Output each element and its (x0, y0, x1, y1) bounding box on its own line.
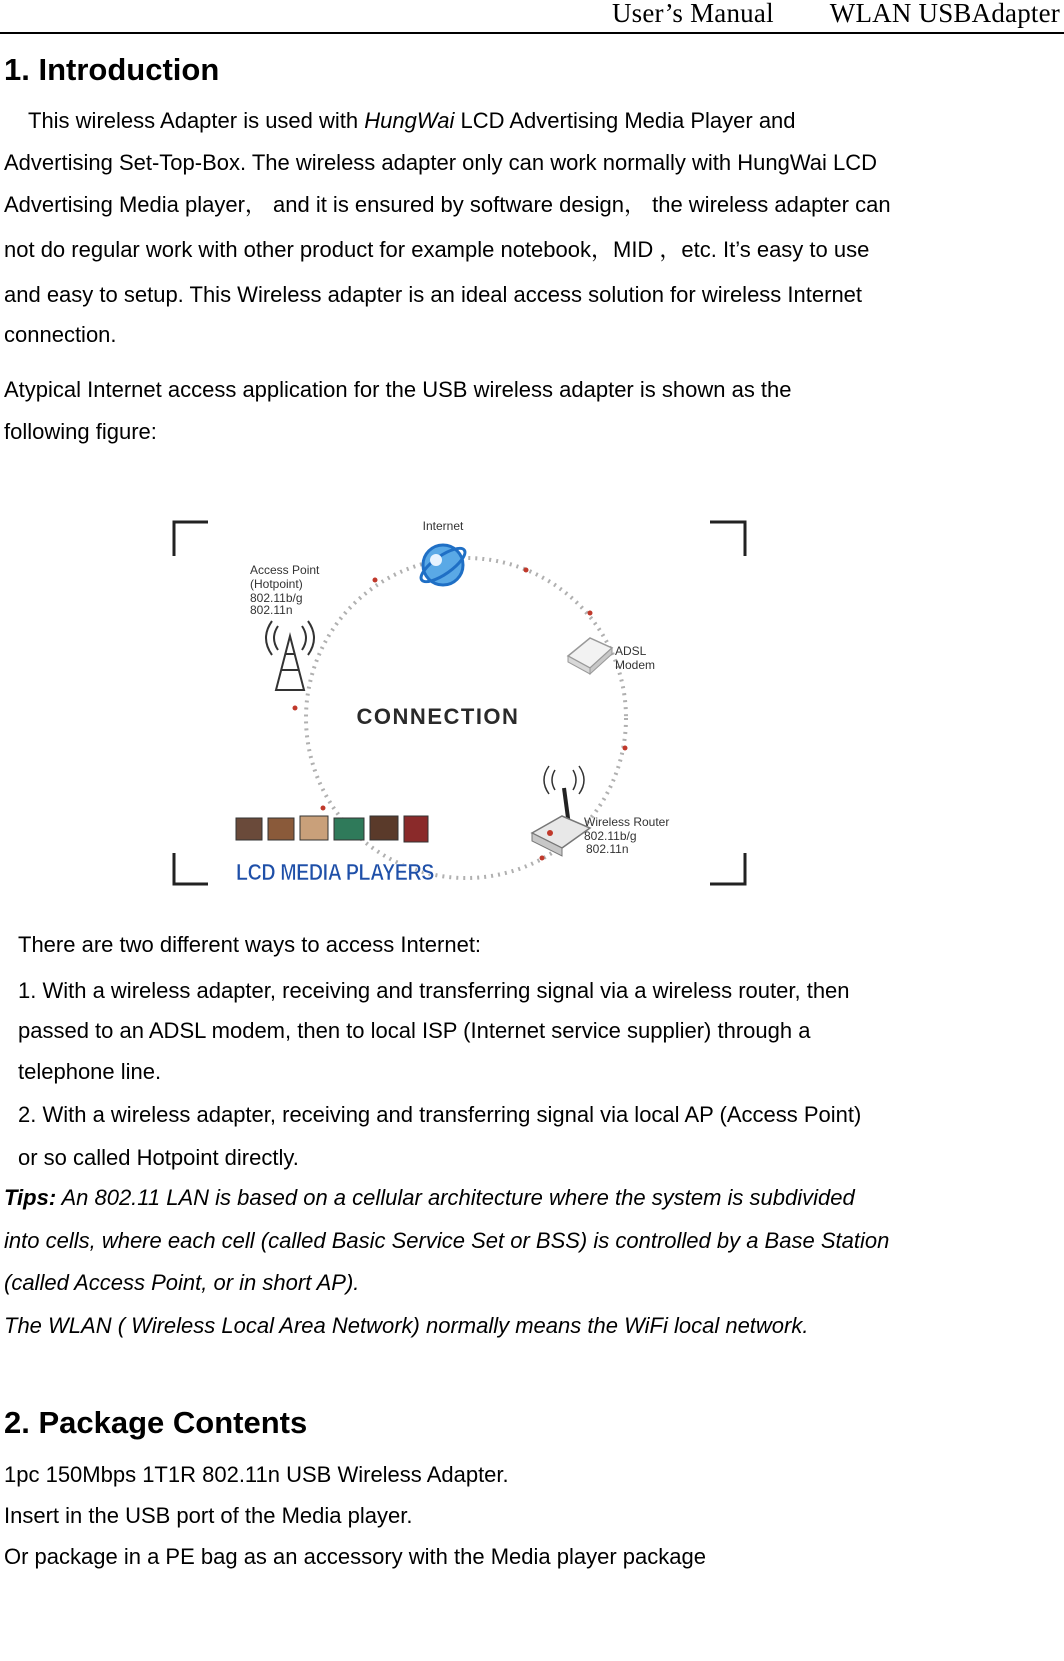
tips-line: (called Access Point, or in short AP). (4, 1270, 360, 1295)
corner-bracket-top-right (710, 522, 745, 556)
ring-arrow-dot (623, 746, 628, 751)
player-thumbnail (334, 818, 364, 840)
header-manual: User’s Manual (611, 0, 774, 28)
player-thumbnail (236, 818, 262, 840)
corner-bracket-bottom-left (174, 853, 208, 884)
section-title-introduction: 1. Introduction (4, 52, 220, 87)
diagram-label-ap-2: (Hotpoint) (250, 577, 303, 591)
ways-intro: There are two different ways to access Internet: (18, 932, 482, 957)
package-line: Insert in the USB port of the Media player. (4, 1503, 413, 1528)
ways-item-1-line: 1. With a wireless adapter, receiving and transferring signal via a wireless router, then (18, 978, 850, 1003)
diagram-label-adsl-1: ADSL (615, 644, 647, 658)
diagram-label-lcd-players: LCD MEDIA PLAYERS (236, 859, 435, 885)
internet-globe-icon (417, 543, 470, 588)
diagram-center-label: CONNECTION (356, 704, 520, 729)
diagram-label-ap-4: 802.11n (250, 603, 293, 617)
ways-item-2-line: 2. With a wireless adapter, receiving and transferring signal via local AP (Access Point) (18, 1102, 862, 1127)
ring-arrow-dot (524, 568, 529, 573)
player-thumbnail (268, 818, 294, 840)
intro-paragraph-line (28, 108, 796, 134)
ring-arrow-dot (321, 806, 326, 811)
figure-intro-line: Atypical Internet access application for the USB wireless adapter is shown as the (4, 377, 792, 402)
tips-text: An 802.11 LAN is based on a cellular architecture where the system is subdivided (56, 1185, 855, 1210)
wireless-router-icon (532, 766, 590, 856)
ring-arrow-dot (540, 856, 545, 861)
diagram-label-router-2: 802.11b/g (584, 829, 637, 843)
ways-item-2-line: or so called Hotpoint directly. (18, 1145, 299, 1170)
corner-bracket-top-left (174, 522, 208, 556)
intro-text: This wireless Adapter is used with (28, 108, 365, 133)
diagram-label-ap-1: Access Point (250, 563, 320, 577)
diagram-label-ap-3: 802.11b/g (250, 591, 303, 605)
ring-arrow-dot (588, 611, 593, 616)
player-thumbnail (404, 816, 428, 842)
radio-tower-icon (266, 621, 314, 690)
brand-name: HungWai (364, 108, 455, 133)
figure-intro-line: following figure: (4, 419, 157, 444)
intro-paragraph-line: Advertising Set-Top-Box. The wireless adapter only can work normally with HungWai LCD (4, 150, 878, 175)
tips-line: into cells, where each cell (called Basic Service Set or BSS) is controlled by a Base Station (4, 1228, 890, 1253)
package-line: Or package in a PE bag as an accessory with the Media player package (4, 1544, 706, 1569)
corner-bracket-bottom-right (710, 853, 745, 884)
package-line: 1pc 150Mbps 1T1R 802.11n USB Wireless Adapter. (4, 1462, 509, 1487)
page-header (0, 0, 1064, 34)
player-thumbnail (370, 816, 398, 840)
diagram-label-router-3: 802.11n (586, 842, 629, 856)
intro-paragraph-line: and easy to setup. This Wireless adapter is an ideal access solution for wireless Internet (4, 282, 863, 307)
adsl-modem-icon (568, 638, 612, 674)
connection-diagram (170, 508, 762, 898)
section-title-package-contents: 2. Package Contents (4, 1405, 308, 1440)
intro-paragraph-line: not do regular work with other product for example notebook，MID ，etc. It’s easy to use (4, 237, 870, 262)
header-text (556, 0, 1060, 29)
intro-paragraph-line: Advertising Media player， and it is ensured by software design， the wireless adapter can (4, 192, 891, 217)
tips-line (4, 1185, 855, 1211)
player-thumbnail (300, 816, 328, 840)
intro-text: LCD Advertising Media Player and (454, 108, 796, 133)
diagram-label-adsl-2: Modem (615, 658, 656, 672)
diagram-label-internet: Internet (422, 519, 464, 533)
ring-arrow-dot (293, 706, 298, 711)
diagram-label-router-1: Wireless Router (584, 815, 670, 829)
intro-paragraph-line: connection. (4, 322, 117, 347)
tips-line: The WLAN ( Wireless Local Area Network) normally means the WiFi local network. (4, 1313, 809, 1338)
ways-item-1-line: passed to an ADSL modem, then to local ISP (Internet service supplier) through a (18, 1018, 811, 1043)
ways-item-1-line: telephone line. (18, 1059, 162, 1084)
tips-label: Tips: (4, 1185, 57, 1210)
media-player-thumbnails (236, 816, 428, 842)
ring-arrow-dot (373, 578, 378, 583)
header-product: WLAN USBAdapter (829, 0, 1060, 28)
